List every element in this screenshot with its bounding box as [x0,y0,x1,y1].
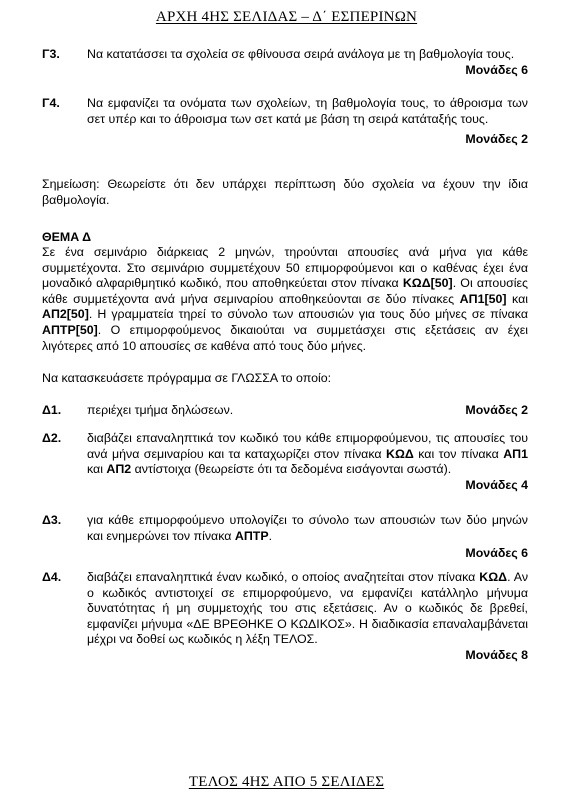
theme-d-title: ΘΕΜΑ Δ [42,230,92,244]
question-text: διαβάζει επαναληπτικά τον κωδικό του κάθε επιμορφούμενου, τις απουσίες του ανά μήνα σεμιναρίου και τα καταχωρίζει στον πίνακα ΚΩΔ και τον πίνακα ΑΠ1 και ΑΠ2 αντίστοιχα (θεωρείστε ότι τα δεδομένα εισάγονται σωστά). [87,431,529,477]
marks: Μονάδες 6 [465,546,528,561]
question-text: Να κατατάσσει τα σχολεία σε φθίνουσα σειρά ανάλογα με τη βαθμολογία τους. [87,47,515,61]
marks: Μονάδες 2 [465,132,528,147]
question-label: Γ4. [42,96,60,110]
note: Σημείωση: Θεωρείστε ότι δεν υπάρχει περίπτωση δύο σχολεία να έχουν την ίδια βαθμολογία. [42,177,528,207]
instruction: Να κατασκευάσετε πρόγραμμα σε ΓΛΩΣΣΑ το οποίο: [42,371,332,385]
question-text: διαβάζει επαναληπτικά έναν κωδικό, ο οποίος αναζητείται στον πίνακα ΚΩΔ. Αν ο κωδικός αντιστοιχεί σε επιμορφούμενο, να εμφανίζει κατάλληλο μήνυμα δυνατότητας ή μη συμμετοχής του στις εξετάσεις. Αν ο κωδικός δε βρεθεί, εμφανίζει μήνυμα «ΔΕ ΒΡΕΘΗΚΕ Ο ΚΩΔΙΚΟΣ». Η διαδικασία επαναλαμβάνεται μέχρι να δοθεί ως κωδικός η λέξη ΤΕΛΟΣ. [87,570,529,647]
question-text: για κάθε επιμορφούμενο υπολογίζει το σύνολο των απουσιών των δύο μηνών και ενημερώνει τον πίνακα ΑΠΤΡ. [87,513,528,543]
question-text: περιέχει τμήμα δηλώσεων. [87,403,234,417]
question-label: Δ4. [42,570,62,584]
question-d3 [42,513,528,562]
page-footer: ΤΕΛΟΣ 4ΗΣ ΑΠΟ 5 ΣΕΛΙΔΕΣ [188,774,385,790]
table-ap2: ΑΠ2[50] [42,307,89,322]
question-g3 [42,47,528,78]
question-d2 [42,431,528,493]
question-label: Δ3. [42,513,62,527]
marks: Μονάδες 8 [465,647,528,662]
theme-d-body: Σε ένα σεμινάριο διάρκειας 2 μηνών, τηρούνται απουσίες ανά μήνα για κάθε συμμετέχοντα. Στο σεμινάριο συμμετέχουν 50 επιμορφούμενοι και ο καθένας έχει ένα μοναδικό αλφαριθμητικό κωδικό, που αποθηκεύεται στον πίνακα ΚΩΔ[50]. Οι απουσίες κάθε συμμετέχοντα ανά μήνα σεμιναρίου αποθηκεύονται σε δύο πίνακες ΑΠ1[50] και ΑΠ2[50]. Η γραμματεία τηρεί το σύνολο των απουσιών για τους δύο μήνες σε πίνακα ΑΠΤΡ[50]. Ο επιμορφούμενος δικαιούται να συμμετάσχει στις εξετάσεις αν έχει λιγότερες από 10 απουσίες σε καθένα από τους δύο μήνες. [42,245,529,353]
table-kod: ΚΩΔ[50] [402,276,453,291]
question-label: Γ3. [42,47,60,61]
question-d4 [42,570,528,664]
question-g4 [42,96,528,148]
table-ap1: ΑΠ1[50] [459,291,507,306]
table-aptr: ΑΠΤΡ[50] [42,322,98,337]
marks: Μονάδες 2 [465,403,528,417]
question-d1 [42,403,528,419]
page-header: ΑΡΧΗ 4ΗΣ ΣΕΛΙΔΑΣ – Δ΄ ΕΣΠΕΡΙΝΩΝ [155,9,418,25]
question-label: Δ2. [42,431,62,445]
marks: Μονάδες 4 [465,477,528,492]
marks: Μονάδες 6 [465,62,528,77]
question-text: Να εμφανίζει τα ονόματα των σχολείων, τη βαθμολογία τους, το άθροισμα των σετ υπέρ και το άθροισμα των σετ κατά με βάση τη σειρά κατάταξής τους. [87,96,528,126]
question-label: Δ1. [42,403,62,417]
